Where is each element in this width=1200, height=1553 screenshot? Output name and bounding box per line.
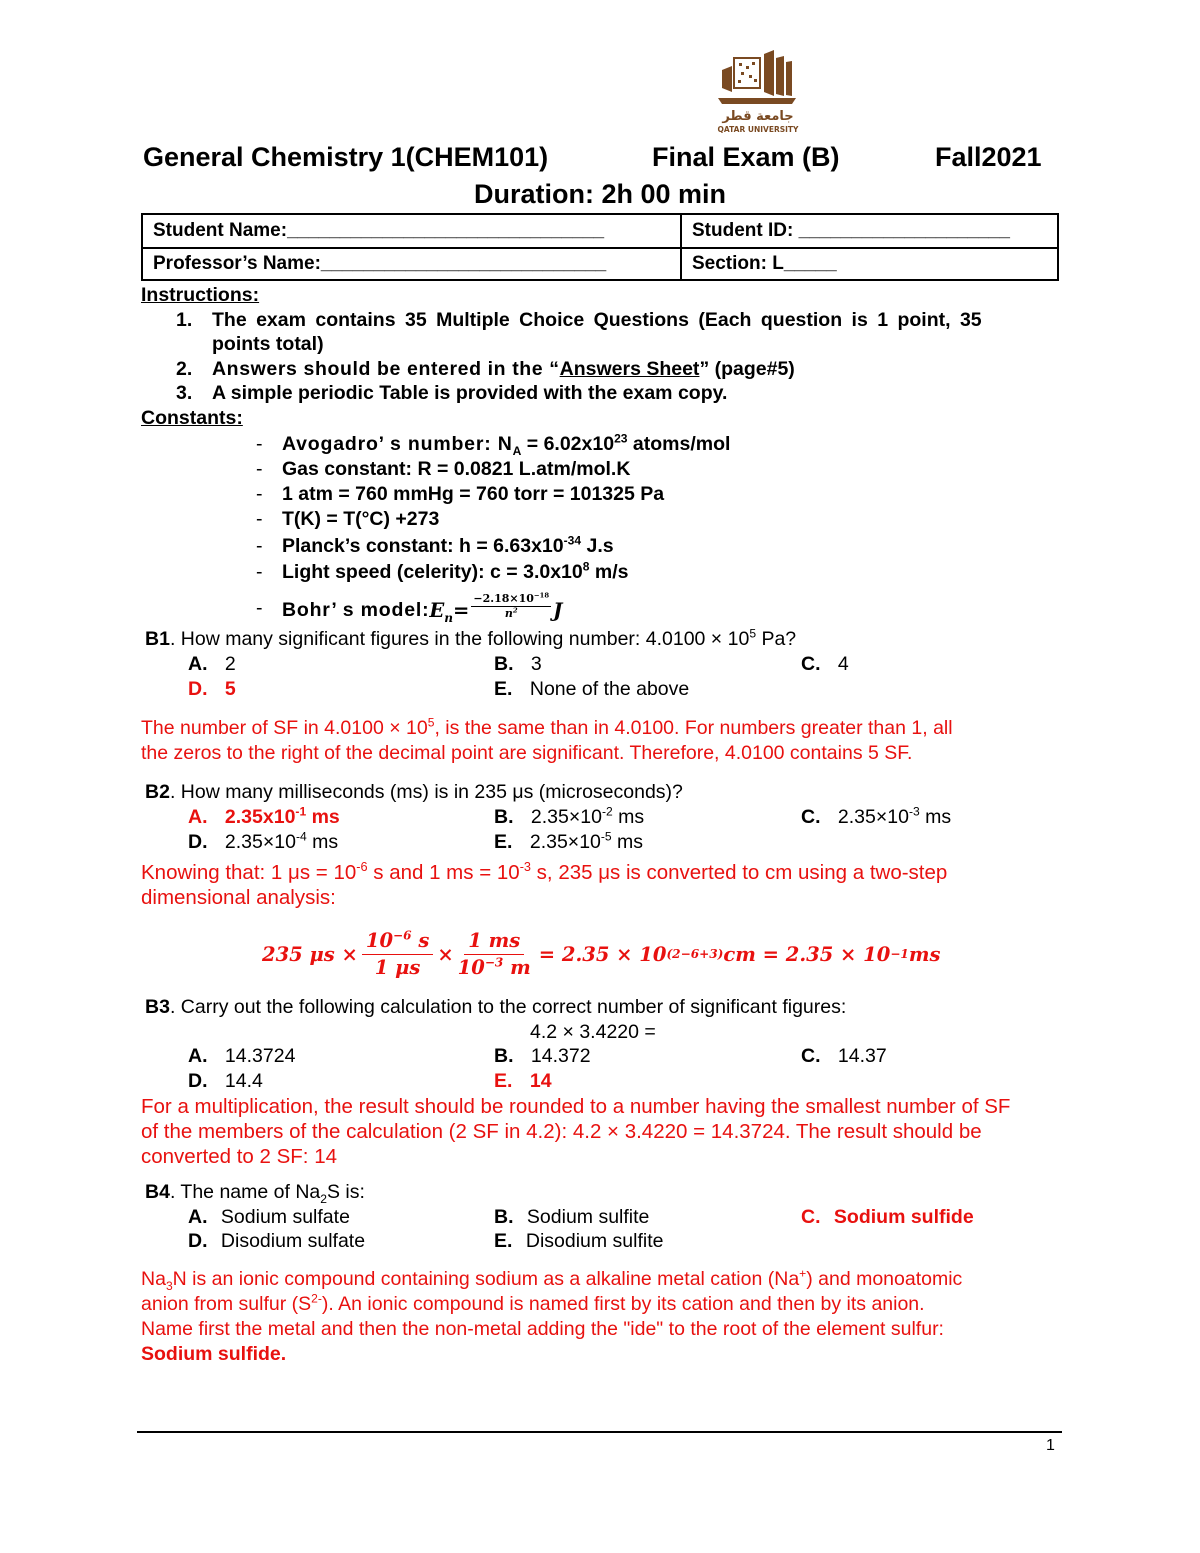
option-text: 5	[224, 678, 236, 700]
explanation-line	[141, 860, 947, 885]
fraction-1-num-exponent: −6	[393, 928, 412, 942]
option-text	[838, 806, 951, 828]
dash-bullet: -	[256, 458, 263, 480]
bohr-fraction	[471, 592, 551, 621]
dash-bullet: -	[256, 535, 263, 557]
dash-bullet: -	[256, 597, 263, 619]
avogadro-label: Avogadro’ s number: N	[282, 433, 513, 455]
option-text: 14.37	[837, 1045, 887, 1067]
bohr-lhs-symbol: E	[429, 599, 445, 622]
option-letter: B.	[494, 653, 514, 675]
option-value: 2.35×10	[837, 806, 909, 828]
footer-rule	[137, 1431, 1062, 1433]
option-unit: ms	[612, 806, 645, 828]
exam-term: Fall2021	[935, 142, 1042, 172]
option-unit: ms	[611, 831, 644, 853]
explanation-subscript: 3	[165, 1278, 173, 1293]
fraction-1-num-value: 10	[365, 928, 394, 952]
planck-exponent: -34	[563, 533, 582, 548]
option-value: 2.35×10	[224, 831, 296, 853]
option-b1-a[interactable]	[188, 653, 236, 676]
explanation-b4	[141, 1267, 962, 1367]
question-label: B1	[145, 628, 170, 650]
option-b2-b[interactable]	[494, 806, 644, 829]
option-unit: ms	[919, 806, 952, 828]
question-text: . How many milliseconds (ms) is in 235 μs (microseconds)?	[169, 781, 683, 803]
dash-bullet: -	[256, 433, 263, 455]
explanation-text: The number of SF in 4.0100 × 10	[141, 717, 428, 739]
option-b3-d[interactable]	[188, 1070, 263, 1093]
fraction-2-denominator	[458, 955, 531, 981]
option-letter: B.	[494, 806, 514, 828]
option-b3-a[interactable]	[188, 1045, 295, 1068]
option-b4-c-correct[interactable]	[801, 1206, 974, 1229]
option-text: 14.3724	[224, 1045, 296, 1067]
instruction-number: 1.	[176, 309, 193, 331]
option-text: 14.4	[224, 1070, 263, 1092]
instruction-number: 3.	[176, 382, 193, 404]
question-subscript: 2	[320, 1191, 327, 1206]
constant-text	[282, 560, 629, 585]
avogadro-sub: A	[512, 443, 522, 458]
instruction-item-1	[176, 308, 1066, 358]
option-unit: ms	[306, 831, 339, 853]
explanation-line: dimensional analysis:	[141, 886, 336, 909]
avogadro-unit: atoms/mol	[627, 433, 731, 455]
professor-name-field[interactable]: Professor’s Name:___________________________	[153, 253, 607, 274]
option-b4-b[interactable]	[494, 1206, 649, 1229]
fraction-1-num-unit: s	[411, 928, 430, 952]
instruction-text-cont: points total)	[212, 333, 324, 355]
option-exponent: -3	[908, 804, 920, 819]
explanation-exponent: 5	[427, 715, 435, 730]
explanation-line: the zeros to the right of the decimal point are significant. Therefore, 4.0100 contains 5 SF.	[141, 742, 913, 764]
explanation-text: N is an ionic compound containing sodium as a alkaline metal cation (Na	[172, 1268, 800, 1290]
instruction-text: The exam contains 35 Multiple Choice Questions (Each question is 1 point, 35	[212, 309, 982, 331]
option-text	[530, 831, 643, 853]
option-text	[225, 831, 338, 853]
option-letter: C.	[801, 1206, 821, 1228]
equation-result-final: cm = 2.35 × 10	[723, 942, 891, 966]
option-letter: A.	[188, 1045, 208, 1067]
instruction-number: 2.	[176, 358, 193, 380]
bohr-label: Bohr’ s model:	[282, 599, 430, 621]
explanation-text: ). An ionic compound is named first by its cation and then by its anion.	[321, 1293, 925, 1315]
fraction-2-den-value: 10	[457, 955, 485, 979]
option-value: 2.35×10	[530, 806, 602, 828]
option-letter: C.	[801, 653, 821, 675]
university-logo	[712, 46, 818, 136]
question-exponent: 5	[749, 626, 757, 641]
option-letter: D.	[188, 678, 208, 700]
exam-name: Final Exam (B)	[652, 142, 840, 172]
student-id-field[interactable]: Student ID: ____________________	[692, 220, 1010, 241]
light-unit: m/s	[589, 561, 629, 583]
option-text: None of the above	[529, 678, 690, 700]
option-text: 3	[530, 653, 542, 675]
option-letter: B.	[494, 1206, 514, 1228]
page-number: 1	[1046, 1437, 1055, 1454]
bohr-numerator-exponent: −18	[533, 591, 550, 600]
logo-english-name: QATAR UNIVERSITY	[717, 125, 799, 134]
course-title: General Chemistry 1(CHEM101)	[143, 142, 549, 172]
instruction-text: A simple periodic Table is provided with the exam copy.	[212, 382, 728, 404]
bohr-unit: J	[553, 599, 563, 622]
instruction-text-pre: Answers should be entered in the “	[212, 358, 560, 380]
option-text: Disodium sulfite	[525, 1230, 664, 1252]
exam-duration: Duration: 2h 00 min	[473, 179, 727, 209]
explanation-exponent: -3	[519, 859, 531, 875]
option-exponent: -1	[295, 804, 307, 819]
light-value: Light speed (celerity): c = 3.0x10	[282, 561, 583, 583]
instructions-heading: Instructions:	[141, 284, 260, 306]
explanation-text: anion from sulfur (S	[141, 1293, 312, 1315]
explanation-line: For a multiplication, the result should be rounded to a number having the smallest number of SF	[141, 1095, 1011, 1118]
explanation-text-end: , is the same than in 4.0100. For numbers greater than 1, all	[434, 717, 953, 739]
question-text-end: S is:	[326, 1181, 365, 1203]
option-letter: D.	[188, 1070, 208, 1092]
question-label: B3	[145, 996, 170, 1018]
fraction-2-numerator: 1 ms	[464, 928, 524, 955]
explanation-superscript: 2-	[311, 1291, 322, 1306]
explanation-line	[141, 1267, 962, 1292]
dash-bullet: -	[256, 508, 263, 530]
option-exponent: -4	[295, 829, 307, 844]
explanation-b1	[141, 716, 953, 766]
university-logo-emblem	[712, 46, 818, 136]
question-text: . Carry out the following calculation to the correct number of significant figures:	[169, 996, 847, 1018]
question-label: B4	[145, 1181, 170, 1203]
student-name-field[interactable]: Student Name:______________________________	[153, 220, 605, 241]
constant-text: 1 atm = 760 mmHg = 760 torr = 101325 Pa	[282, 483, 665, 505]
explanation-line	[141, 716, 953, 741]
option-b3-e-correct[interactable]	[494, 1070, 552, 1093]
explanation-answer: Sodium sulfide.	[141, 1343, 287, 1365]
explanation-line: of the members of the calculation (2 SF in 4.2): 4.2 × 3.4220 = 14.3724. The result should be	[141, 1120, 982, 1143]
option-b2-a-correct[interactable]	[188, 806, 340, 829]
option-text: Sodium sulfide	[833, 1206, 974, 1228]
bohr-numerator-value: −2.18×10	[473, 592, 534, 605]
question-b1	[145, 628, 796, 651]
option-letter: E.	[494, 678, 513, 700]
explanation-text: s, 235 μs is converted to cm using a two-step	[530, 861, 948, 884]
planck-value: Planck’s constant: h = 6.63x10	[282, 535, 564, 557]
option-unit: ms	[306, 806, 340, 828]
option-letter: D.	[188, 831, 208, 853]
equation-result: = 2.35 × 10	[538, 942, 667, 966]
calculation-expression: 4.2 × 3.4220 =	[530, 1021, 656, 1043]
equation-fraction-2	[458, 928, 531, 981]
dash-bullet: -	[256, 561, 263, 583]
constant-text	[282, 432, 730, 457]
option-b4-e[interactable]	[494, 1230, 664, 1253]
dash-bullet: -	[256, 483, 263, 505]
fraction-1-numerator	[362, 928, 433, 955]
option-b1-c[interactable]	[801, 653, 849, 676]
question-text: . How many significant figures in the following number: 4.0100 × 10	[169, 628, 750, 650]
option-text: Sodium sulfate	[220, 1206, 350, 1228]
avogadro-value: = 6.02x10	[521, 433, 615, 455]
fraction-2-den-exponent: −3	[484, 955, 504, 969]
explanation-text: Na	[141, 1268, 166, 1290]
question-b3	[145, 996, 846, 1019]
question-text: . The name of Na	[169, 1181, 321, 1203]
option-b2-d[interactable]	[188, 831, 338, 854]
explanation-line	[141, 1292, 962, 1317]
option-exponent: -5	[600, 829, 612, 844]
constants-heading: Constants:	[141, 407, 243, 429]
explanation-b3	[141, 1094, 1010, 1169]
option-text: 2	[224, 653, 236, 675]
option-letter: A.	[188, 653, 208, 675]
constant-text	[282, 534, 614, 559]
option-text: 14.372	[530, 1045, 591, 1067]
option-value: 2.35x10	[224, 806, 296, 828]
option-letter: A.	[188, 1206, 208, 1228]
option-b2-c[interactable]	[801, 806, 951, 829]
option-exponent: -2	[601, 804, 613, 819]
option-b1-e[interactable]	[494, 678, 689, 701]
explanation-text: s and 1 ms = 10	[367, 861, 520, 884]
option-text: Sodium sulfite	[526, 1206, 650, 1228]
option-b2-e[interactable]	[494, 831, 643, 854]
constant-text: Gas constant: R = 0.0821 L.atm/mol.K	[282, 458, 631, 480]
option-letter: B.	[494, 1045, 514, 1067]
option-letter: E.	[494, 1070, 513, 1092]
option-letter: E.	[494, 1230, 513, 1252]
question-b2	[145, 781, 683, 804]
equation-fraction-1	[362, 928, 433, 981]
equation-start: 235 μs ×	[262, 942, 358, 966]
option-text: 14	[529, 1070, 552, 1092]
constant-text: T(K) = T(°C) +273	[282, 508, 440, 530]
instruction-text-post: ” (page#5)	[699, 358, 795, 380]
option-letter: C.	[801, 1045, 821, 1067]
bohr-lhs	[429, 598, 453, 623]
question-label: B2	[145, 781, 170, 803]
explanation-text: ) and monoatomic	[806, 1268, 963, 1290]
explanation-line: Name first the metal and then the non-metal adding the "ide" to the root of the element sulfur:	[141, 1318, 944, 1340]
bohr-equals: =	[453, 599, 470, 622]
option-letter: A.	[188, 806, 208, 828]
equation-final-unit: ms	[908, 942, 941, 966]
option-letter: E.	[494, 831, 513, 853]
question-b4	[145, 1181, 365, 1204]
student-info-table	[141, 213, 1059, 281]
option-value: 2.35×10	[529, 831, 601, 853]
instruction-text	[212, 357, 795, 382]
bohr-numerator	[471, 592, 551, 607]
logo-arabic-name: جامعة قطر	[722, 109, 794, 124]
option-text	[531, 806, 644, 828]
conversion-equation: 235 μs × $\frac{10^{-6} s}{1 \mu s}$ × $\frac{1 ms}{10^{-3} m}$ = 2.35 × 10 (2−6+3) cm = 2.35 × 10 −1 ms	[262, 928, 941, 979]
bohr-denominator	[505, 607, 518, 621]
option-text	[225, 806, 340, 828]
planck-unit: J.s	[581, 535, 614, 557]
option-b3-b[interactable]	[494, 1045, 591, 1068]
constant-text	[282, 591, 563, 625]
option-b4-a[interactable]	[188, 1206, 350, 1229]
bohr-lhs-sub: n	[444, 610, 454, 625]
option-letter: C.	[801, 806, 821, 828]
equation-times: ×	[437, 942, 454, 966]
bohr-denominator-value: n	[504, 607, 513, 620]
light-exponent: 8	[582, 559, 590, 574]
explanation-exponent: -6	[356, 859, 368, 875]
explanation-b2	[141, 860, 947, 910]
option-b3-c[interactable]	[801, 1045, 887, 1068]
question-text-end: Pa?	[756, 628, 797, 650]
section-field[interactable]: Section: L_____	[692, 253, 837, 274]
option-text: 4	[837, 653, 849, 675]
option-b1-b[interactable]	[494, 653, 542, 676]
fraction-2-den-unit: m	[503, 955, 531, 979]
explanation-text: Knowing that: 1 μs = 10	[141, 861, 357, 884]
fraction-1-denominator: 1 μs	[374, 955, 421, 979]
option-text: Disodium sulfate	[220, 1230, 366, 1252]
answers-sheet-link[interactable]: Answers Sheet	[559, 358, 700, 380]
option-letter: D.	[188, 1230, 208, 1252]
bohr-denominator-exponent: 2	[512, 606, 518, 615]
option-b1-d-correct[interactable]	[188, 678, 236, 701]
option-b4-d[interactable]	[188, 1230, 365, 1253]
avogadro-exponent: 23	[614, 431, 628, 446]
explanation-line: converted to 2 SF: 14	[141, 1145, 338, 1168]
explanation-superscript: +	[799, 1266, 807, 1281]
